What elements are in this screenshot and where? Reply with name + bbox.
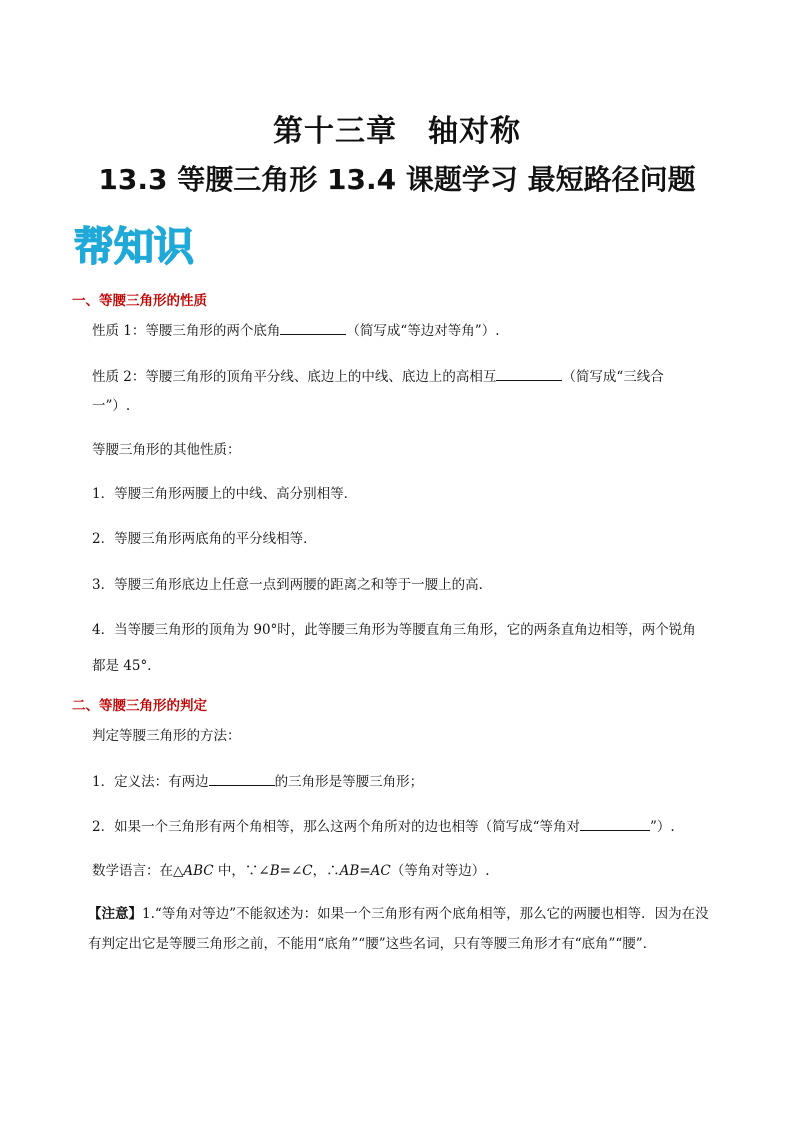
section1-heading: 一、等腰三角形的性质 <box>72 293 207 309</box>
other-property-1: 1．等腰三角形两腰上的中线、高分别相等． <box>92 486 358 502</box>
property-1: 性质 1：等腰三角形的两个底角 （简写成“等边对等角”）. <box>92 320 500 341</box>
other-properties-title: 等腰三角形的其他性质： <box>92 442 241 458</box>
logo <box>72 220 232 270</box>
answer-blank[interactable] <box>209 771 275 786</box>
other-property-2: 2．等腰三角形两底角的平分线相等． <box>92 531 317 547</box>
note: 【注意】1.“等角对等边”不能叙述为：如果一个三角形有两个底角相等，那么它的两腰也相等．因为在没有判定出它是等腰三角形之前，不能用“底角”“腰”这些名词，只有等腰三角形才有“底角”“腰”． <box>88 906 709 952</box>
theorem-method: 2．如果一个三角形有两个角相等，那么这两个角所对的边也相等（简写成“等角对 ”）. <box>92 816 675 837</box>
property-2-cont: 一”）. <box>92 398 131 414</box>
math-language: 数学语言：在△ABC 中，∵∠B=∠C，∴AB=AC（等角对等边）. <box>92 863 490 879</box>
logo-text: 帮知识 <box>74 224 194 270</box>
property-2: 性质 2：等腰三角形的顶角平分线、底边上的中线、底边上的高相互 （简写成“三线合 <box>92 366 664 387</box>
other-property-3: 3．等腰三角形底边上任意一点到两腰的距离之和等于一腰上的高． <box>92 577 493 593</box>
note-tag: 【注意】 <box>88 906 142 922</box>
answer-blank[interactable] <box>280 320 346 335</box>
section2-heading: 二、等腰三角形的判定 <box>72 698 207 714</box>
chapter-title: 第十三章 轴对称 <box>273 114 521 149</box>
section-title: 13.3 等腰三角形 13.4 课题学习 最短路径问题 <box>98 163 696 196</box>
other-property-4: 4．当等腰三角形的顶角为 90°时，此等腰三角形为等腰直角三角形，它的两条直角边相等，两个锐角都是 45°． <box>92 622 696 674</box>
answer-blank[interactable] <box>496 366 562 381</box>
definition-method: 1．定义法：有两边 的三角形是等腰三角形； <box>92 771 423 792</box>
method-title: 判定等腰三角形的方法： <box>92 728 241 744</box>
answer-blank[interactable] <box>580 816 650 831</box>
